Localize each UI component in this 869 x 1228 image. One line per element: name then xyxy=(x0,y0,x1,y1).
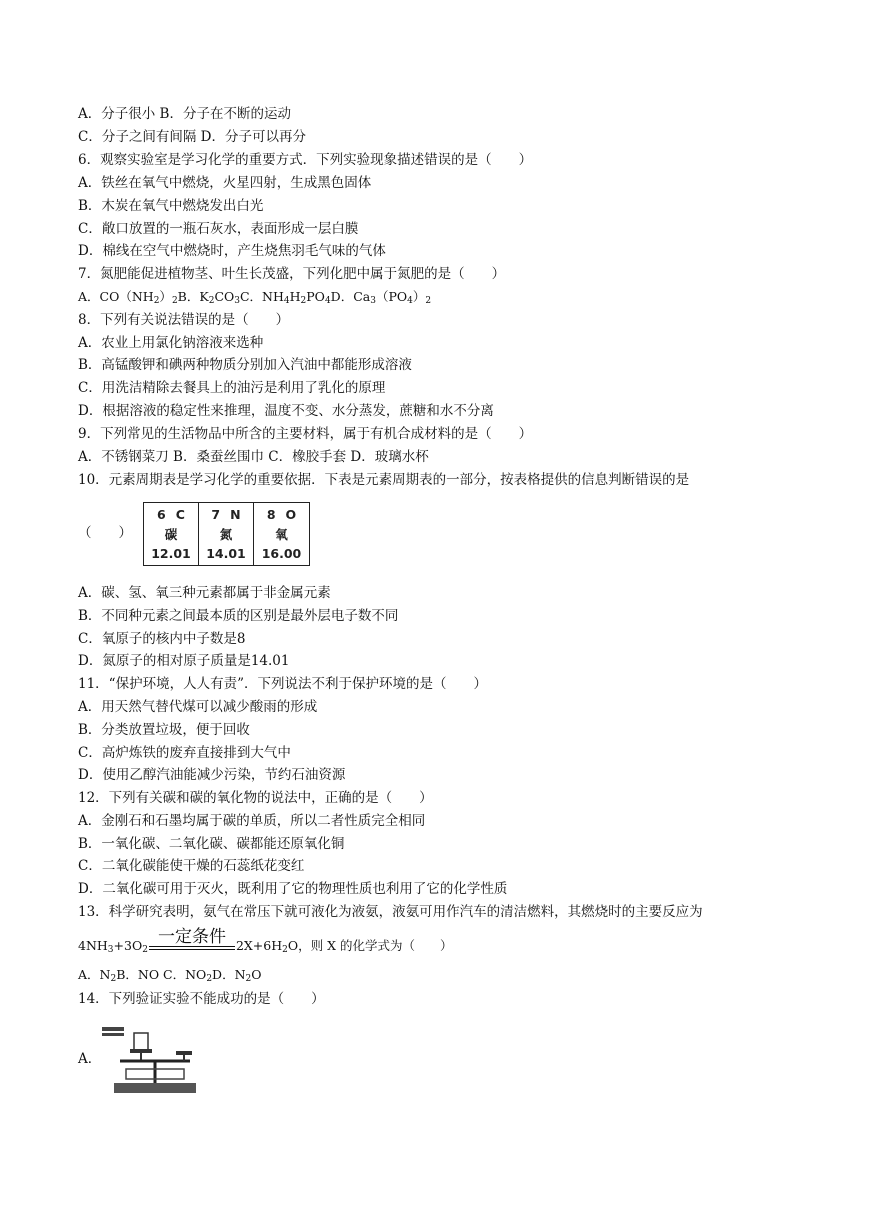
q12-option-c: C．二氧化碳能使干燥的石蕊纸花变红 xyxy=(78,858,305,874)
q9-options: A．不锈钢菜刀 B．桑蚕丝围巾 C．橡胶手套 D．玻璃水杯 xyxy=(78,449,429,465)
q8-option-b: B．高锰酸钾和碘两种物质分别加入汽油中都能形成溶液 xyxy=(78,357,412,373)
q6-option-d: D．棉线在空气中燃烧时，产生烧焦羽毛气味的气体 xyxy=(78,243,386,259)
question-13: 13．科学研究表明，氨气在常压下就可液化为液氨，液氨可用作汽车的清洁燃料，其燃烧时的主要反应为 xyxy=(78,904,703,920)
combustion-equation: $4NH_3+3O_2$ 一定条件 $2X+6H_2O$，则 X 的化学式为（ ） xyxy=(78,927,453,955)
q6-option-c: C．敞口放置的一瓶石灰水，表面形成一层白膜 xyxy=(78,221,359,237)
balance-scale-image xyxy=(100,1025,210,1101)
reaction-condition: 一定条件 xyxy=(157,927,226,947)
question-9: 9．下列常见的生活物品中所含的主要材料，属于有机合成材料的是（ ） xyxy=(78,426,533,442)
q7-options: A．$CO(NH_2)_2B$．$K_2CO_3C$．$NH_4H_2PO_4D$．$Ca_3(PO_4)_2$ xyxy=(78,289,432,306)
question-7: 7．氮肥能促进植物茎、叶生长茂盛，下列化肥中属于氮肥的是（ ） xyxy=(78,266,506,282)
q6-option-b: B．木炭在氧气中燃烧发出白光 xyxy=(78,198,264,214)
question-8: 8．下列有关说法错误的是（ ） xyxy=(78,312,290,328)
question-14: 14．下列验证实验不能成功的是（ ） xyxy=(78,991,325,1007)
q12-option-b: B．一氧化碳、二氧化碳、碳都能还原氧化铜 xyxy=(78,836,345,852)
q10-option-d: D．氮原子的相对原子质量是14.01 xyxy=(78,653,290,669)
q10-answer-paren: （ ） xyxy=(78,525,132,541)
q6-option-a: A．铁丝在氧气中燃烧，火星四射，生成黑色固体 xyxy=(78,175,372,191)
q5-options-ab: A．分子很小 B．分子在不断的运动 xyxy=(78,106,291,122)
question-11: 11．“保护环境，人人有责”．下列说法不利于保护环境的是（ ） xyxy=(78,676,487,692)
q8-option-a: A．农业上用氯化钠溶液来选种 xyxy=(78,335,264,351)
question-6: 6．观察实验室是学习化学的重要方式．下列实验现象描述错误的是（ ） xyxy=(78,152,533,168)
element-cell-nitrogen: 7 N 氮 14.01 xyxy=(199,503,254,565)
q11-option-a: A．用天然气替代煤可以减少酸雨的形成 xyxy=(78,699,318,715)
question-10: 10．元素周期表是学习化学的重要依据．下表是元素周期表的一部分，按表格提供的信息判断错误的是 xyxy=(78,472,690,488)
element-cell-carbon: 6 C 碳 12.01 xyxy=(144,503,199,565)
q8-option-c: C．用洗洁精除去餐具上的油污是利用了乳化的原理 xyxy=(78,380,386,396)
q11-option-b: B．分类放置垃圾，便于回收 xyxy=(78,722,250,738)
q10-option-b: B．不同种元素之间最本质的区别是最外层电子数不同 xyxy=(78,608,399,624)
q5-options-cd: C．分子之间有间隔 D．分子可以再分 xyxy=(78,129,306,145)
element-cell-oxygen: 8 O 氧 16.00 xyxy=(261,506,302,562)
q13-options: A．$N_2B$．NO C．$NO_2D$．$N_2O$ xyxy=(78,967,262,984)
q10-option-a: A．碳、氢、氧三种元素都属于非金属元素 xyxy=(78,585,331,601)
q12-option-d: D．二氧化碳可用于灭火，既利用了它的物理性质也利用了它的化学性质 xyxy=(78,881,508,897)
q8-option-d: D．根据溶液的稳定性来推理，温度不变、水分蒸发，蔗糖和水不分离 xyxy=(78,403,494,419)
q10-option-c: C．氧原子的核内中子数是8 xyxy=(78,631,246,647)
periodic-table-fragment xyxy=(143,502,310,566)
reaction-arrow xyxy=(149,928,235,955)
question-12: 12．下列有关碳和碳的氧化物的说法中，正确的是（ ） xyxy=(78,790,433,806)
q11-option-d: D．使用乙醇汽油能减少污染，节约石油资源 xyxy=(78,767,346,783)
q11-option-c: C．高炉炼铁的废弃直接排到大气中 xyxy=(78,745,291,761)
q14-option-a: A． xyxy=(78,1051,102,1067)
q12-option-a: A．金刚石和石墨均属于碳的单质，所以二者性质完全相同 xyxy=(78,813,426,829)
